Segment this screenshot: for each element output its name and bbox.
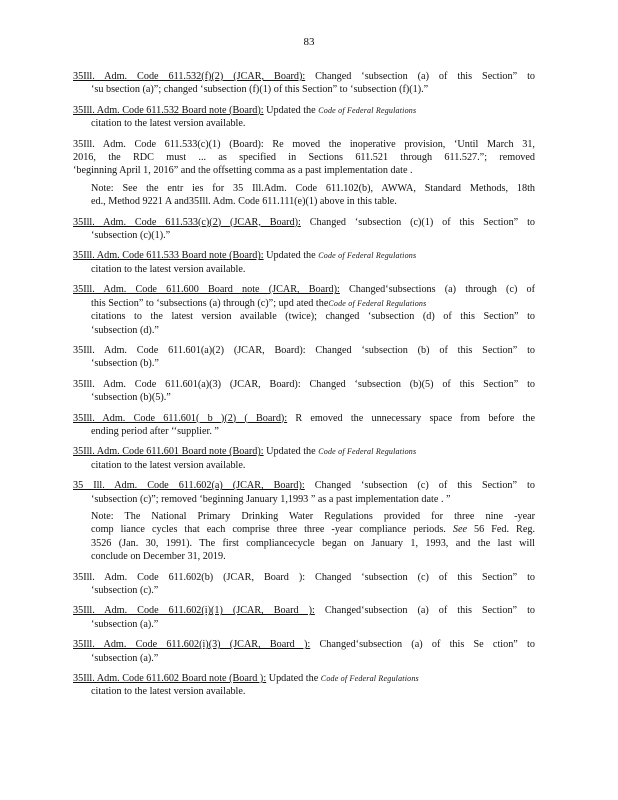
citation: 35Ill. Adm. Code 611.602 Board note (Board ): xyxy=(73,673,267,685)
change-text: Updated the xyxy=(266,673,321,685)
change-text: Changed‘subsection (a) of this Section” to xyxy=(314,605,535,617)
entry-611-533-board-note xyxy=(73,249,535,276)
citation: 35Ill. Adm. Code 611.602(i)(3) (JCAR, Board ): xyxy=(73,639,311,651)
change-text-continued: ending period after ‘‘supplier. ” xyxy=(91,425,219,437)
change-text-continued: ‘subsection (a).” xyxy=(91,618,159,630)
change-text-line-4: ‘subsection (d).” xyxy=(91,324,159,336)
note xyxy=(73,510,535,564)
change-text-continued: citation to the latest version available. xyxy=(91,686,246,698)
change-text: Changed‘subsections (a) through (c) of xyxy=(339,284,535,296)
change-text: Changed ‘subsection (a) of this Section” to xyxy=(305,71,535,82)
citation: 35Ill. Adm. Code 611.600 Board note (JCAR, Board): xyxy=(73,284,340,296)
change-text: Changed‘subsection (a) of this Se ction” to xyxy=(310,639,535,651)
change-text: Changed ‘subsection (c)(1) of this Section” to xyxy=(300,216,535,228)
entry-611-532-f-2 xyxy=(73,70,535,97)
citation: 35Ill. Adm. Code 611.532(f)(2) (JCAR, Board): xyxy=(73,71,306,82)
entry-611-532-board-note xyxy=(73,104,535,131)
cfr-title: Code of Federal Regulations xyxy=(318,251,417,261)
note-line-1: Note: The National Primary Drinking Water Regulations provided for three nine -year xyxy=(91,510,535,522)
change-text-continued: ‘subsection (b)(5).” xyxy=(91,392,171,404)
citation: 35 Ill. Adm. Code 611.602(a) (JCAR, Board): xyxy=(73,480,305,492)
citation: 35Ill. Adm. Code 611.533(c)(2) (JCAR, Board): xyxy=(73,216,301,228)
entry-611-602-i-1 xyxy=(73,604,535,631)
change-text: Updated the xyxy=(263,446,319,458)
change-text: Changed ‘subsection (b)(5) of this Section” to xyxy=(300,378,535,390)
note-line-4: conclude on December 31, 2019. xyxy=(91,551,226,563)
change-text-continued: citation to the latest version available. xyxy=(91,459,246,471)
entry-611-601-a-2 xyxy=(73,344,535,371)
citation: 35Ill. Adm. Code 611.601(a)(3) (JCAR, Board): xyxy=(73,378,301,390)
citation: 35Ill. Adm. Code 611.602(i)(1) (JCAR, Board ): xyxy=(73,605,315,617)
change-text: Changed ‘subsection (c) of this Section” to xyxy=(305,571,535,583)
note-line-2: ed., Method 9221 A and35Ill. Adm. Code 611.111(e)(1) above in this table. xyxy=(91,196,397,208)
citation: 35Ill. Adm. Code 611.533(c)(1) (Board): xyxy=(73,138,264,150)
note-line-2-end: 56 Fed. Reg. xyxy=(474,524,535,536)
note-line-2: comp liance cycles that each comprise three three -year compliance periods. xyxy=(91,524,446,536)
change-text: Changed ‘subsection (c) of this Section” to xyxy=(304,480,535,492)
citation: 35Ill. Adm. Code 611.532 Board note (Board): xyxy=(73,104,264,116)
change-text-line-2: this Section” to ‘subsections (a) through (c)”; upd ated the xyxy=(91,297,329,309)
entry-611-602-board-note xyxy=(73,672,535,699)
citation: 35Ill. Adm. Code 611.601 Board note (Board): xyxy=(73,446,264,458)
note xyxy=(73,182,535,209)
entry-611-533-c-1 xyxy=(73,138,535,209)
entry-611-600-board-note xyxy=(73,283,535,337)
change-text: Updated the xyxy=(263,104,319,116)
note-line-3: 3526 (Jan. 30, 1991). The first compliancecycle began on January 1, 1993, and the last will xyxy=(91,537,535,549)
note-see: See xyxy=(452,524,468,536)
change-text-line-2: 2016, the RDC must ... as specified in Sections 611.521 through 611.527.”; removed xyxy=(73,152,535,164)
change-text-line-3: ‘beginning April 1, 2016” and the offsetting comma as a past implementation date . xyxy=(73,165,413,177)
note-line-1: Note: See the entr ies for 35 Ill.Adm. Code 611.102(b), AWWA, Standard Methods, 18th xyxy=(91,182,535,194)
entry-611-601-board-note xyxy=(73,445,535,472)
page-number: 83 xyxy=(303,36,315,48)
change-text-continued: citation to the latest version available. xyxy=(91,263,246,275)
citation: 35Ill. Adm. Code 611.601(a)(2) (JCAR, Board): xyxy=(73,344,306,356)
change-text-continued: citation to the latest version available. xyxy=(91,118,246,130)
change-text: Re moved the inoperative provision, ‘Until March 31, xyxy=(263,138,535,150)
entry-611-533-c-2 xyxy=(73,216,535,243)
entry-611-602-b xyxy=(73,571,535,598)
cfr-title: Code of Federal Regulations xyxy=(318,105,417,115)
citation: 35Ill. Adm. Code 611.602(b) (JCAR, Board ): xyxy=(73,571,306,583)
change-text: Changed ‘subsection (b) of this Section” to xyxy=(305,344,535,356)
cfr-title: Code of Federal Regulations xyxy=(320,674,419,684)
cfr-title: Code of Federal Regulations xyxy=(328,298,427,308)
change-text: R emoved the unnecessary space from before the xyxy=(287,412,535,424)
citation: 35Ill. Adm. Code 611.533 Board note (Board): xyxy=(73,250,264,262)
change-text: Updated the xyxy=(263,250,319,262)
change-text-continued: ‘subsection (c)”; removed ‘beginning January 1,1993 ” as a past implementation date . ” xyxy=(91,493,451,505)
entry-611-601-b-2 xyxy=(73,412,535,439)
entry-611-602-i-3 xyxy=(73,638,535,665)
entry-611-601-a-3 xyxy=(73,378,535,405)
change-text-continued: ‘subsection (c)(1).” xyxy=(91,230,171,242)
change-text-line-3: citations to the latest version available (twice); changed ‘subsection (d) of this Section” to xyxy=(91,311,535,323)
change-text-continued: ‘subsection (b).” xyxy=(91,358,159,370)
change-text-continued: ‘su bsection (a)”; changed ‘subsection (f)(1) of this Section” to ‘subsection (f)(1).” xyxy=(91,84,429,96)
amendment-entries xyxy=(73,70,535,706)
citation: 35Ill. Adm. Code 611.601( b )(2) ( Board): xyxy=(73,412,288,424)
change-text-continued: ‘subsection (a).” xyxy=(91,652,159,664)
cfr-title: Code of Federal Regulations xyxy=(318,447,417,457)
entry-611-602-a xyxy=(73,479,535,563)
change-text-continued: ‘subsection (c).” xyxy=(91,585,159,596)
